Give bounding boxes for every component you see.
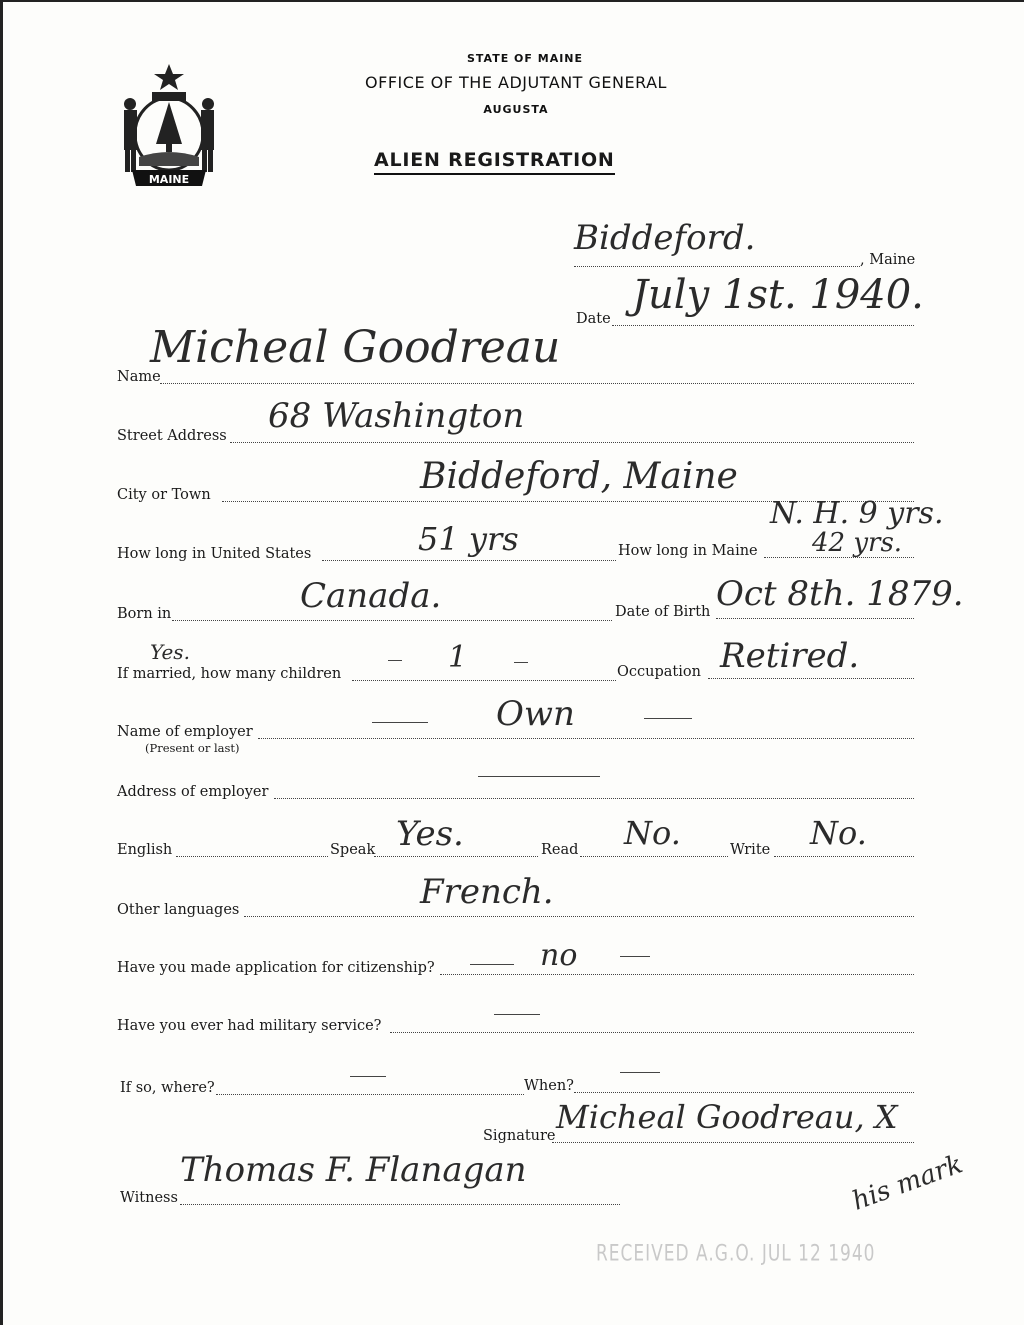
street-entry: 68 Washington: [268, 396, 525, 436]
header-state: STATE OF MAINE: [466, 52, 584, 65]
write-entry: No.: [810, 814, 867, 852]
how-long-us-label: How long in United States: [117, 546, 312, 562]
where-line: [216, 1094, 524, 1095]
signature-entry: Micheal Goodreau, X: [556, 1098, 898, 1136]
married-label: If married, how many children: [117, 666, 342, 682]
employer-dash-right: [644, 718, 692, 719]
signature-line: [552, 1142, 914, 1143]
seal-text: MAINE: [148, 173, 190, 186]
military-label: Have you ever had military service?: [117, 1018, 382, 1034]
write-label: Write: [730, 842, 771, 858]
born-in-label: Born in: [117, 606, 172, 622]
read-line: [580, 856, 728, 857]
when-label: When?: [524, 1078, 574, 1094]
english-line: [176, 856, 328, 857]
occupation-line: [708, 678, 914, 679]
children-dash-left: [388, 660, 402, 661]
how-long-maine-label: How long in Maine: [618, 543, 758, 559]
city-entry: Biddeford, Maine: [420, 456, 738, 497]
citizenship-label: Have you made application for citizenship?: [117, 960, 435, 976]
witness-label: Witness: [120, 1190, 178, 1206]
name-line: [160, 383, 914, 384]
date-line: [612, 325, 914, 326]
speak-line: [374, 856, 538, 857]
header-office: OFFICE OF THE ADJUTANT GENERAL: [365, 73, 667, 92]
employer-label: Name of employer: [117, 724, 253, 740]
name-entry: Micheal Goodreau: [150, 322, 561, 373]
when-line: [574, 1092, 914, 1093]
signature-label: Signature: [483, 1128, 556, 1144]
date-label: Date: [576, 311, 611, 327]
employer-dash-left: [372, 722, 428, 723]
name-label: Name: [117, 369, 161, 385]
married-line: [352, 680, 616, 681]
when-dash: [620, 1072, 660, 1073]
town-entry: Biddeford.: [574, 218, 756, 258]
military-dash: [494, 1014, 540, 1015]
citizenship-line: [440, 974, 914, 975]
employer-line: [258, 738, 914, 739]
other-languages-line: [244, 916, 914, 917]
married-note-entry: Yes.: [150, 640, 190, 664]
how-long-us-line: [322, 560, 616, 561]
read-label: Read: [541, 842, 579, 858]
employer-address-label: Address of employer: [117, 784, 269, 800]
military-line: [390, 1032, 914, 1033]
street-line: [230, 442, 914, 443]
occupation-entry: Retired.: [720, 636, 860, 676]
write-line: [774, 856, 914, 857]
how-long-maine-entry: 42 yrs.: [812, 528, 903, 558]
children-entry: 1: [448, 640, 468, 675]
witness-entry: Thomas F. Flanagan: [180, 1150, 527, 1190]
received-stamp: RECEIVED A.G.O. JUL 12 1940: [596, 1241, 876, 1267]
his-mark-entry: his mark: [848, 1149, 967, 1217]
born-in-entry: Canada.: [300, 576, 442, 616]
read-entry: No.: [624, 814, 681, 852]
children-dash-right: [514, 662, 528, 663]
employer-sublabel: (Present or last): [145, 741, 240, 755]
employer-entry: Own: [496, 694, 575, 734]
occupation-label: Occupation: [617, 664, 701, 680]
citizenship-dash-right: [620, 956, 650, 957]
witness-line: [180, 1204, 620, 1205]
date-of-birth-line: [716, 618, 914, 619]
other-languages-label: Other languages: [117, 902, 240, 918]
born-in-line: [172, 620, 612, 621]
employer-address-line: [274, 798, 914, 799]
header-city: AUGUSTA: [483, 103, 549, 116]
street-label: Street Address: [117, 428, 227, 444]
where-label: If so, where?: [120, 1080, 215, 1096]
nh-note-entry: N. H. 9 yrs.: [770, 496, 944, 531]
speak-entry: Yes.: [396, 814, 464, 854]
date-of-birth-label: Date of Birth: [615, 604, 711, 620]
date-entry: July 1st. 1940.: [632, 272, 924, 318]
town-line: [574, 266, 860, 267]
city-label: City or Town: [117, 487, 211, 503]
how-long-us-entry: 51 yrs: [418, 520, 519, 558]
citizenship-entry: no: [540, 938, 578, 973]
where-dash: [350, 1076, 386, 1077]
form-title: ALIEN REGISTRATION: [374, 149, 615, 175]
english-label: English: [117, 842, 173, 858]
other-languages-entry: French.: [420, 872, 554, 912]
town-suffix-label: , Maine: [860, 252, 916, 268]
speak-label: Speak: [330, 842, 376, 858]
citizenship-dash-left: [470, 964, 514, 965]
date-of-birth-entry: Oct 8th. 1879.: [716, 574, 964, 614]
employer-address-dash: [478, 776, 600, 777]
